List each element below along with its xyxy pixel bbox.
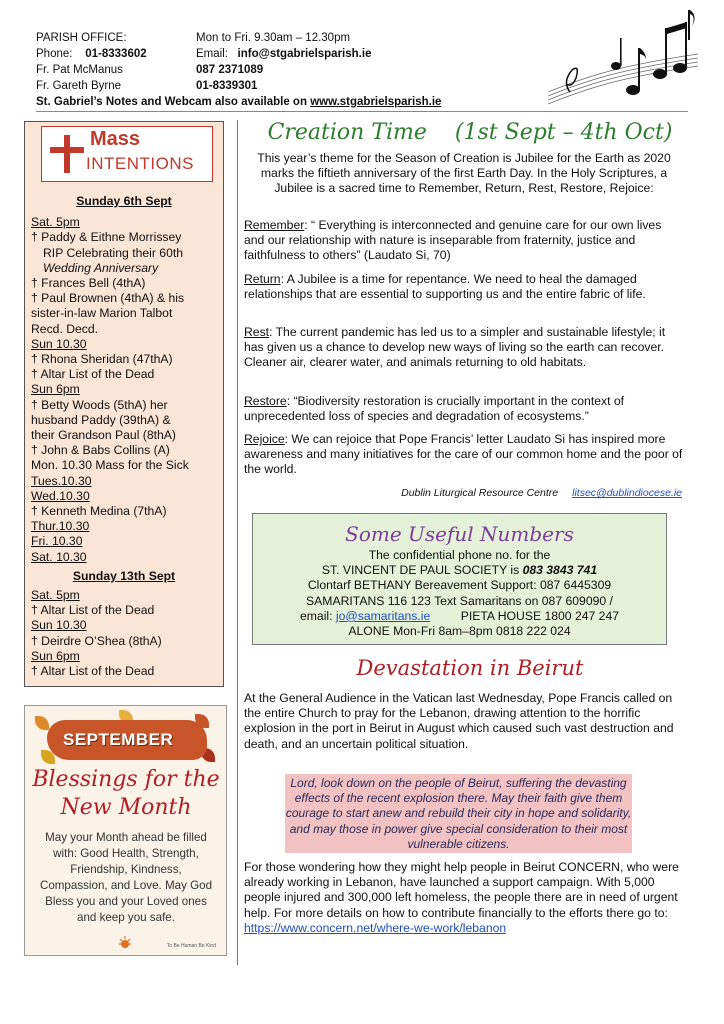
creation-intro: This year’s theme for the Season of Creation is Jubilee for the Earth as 2020 marks the fiftieth anniversary of the first Earth Day. In the Holy Scriptures, a Jubilee is a sacred time to Remember, Return, Rest, Restore, Rejoice: — [257, 151, 671, 196]
blessing-title: Blessings for the New Month — [32, 767, 220, 820]
mass-line: Thur.10.30 — [31, 519, 90, 534]
card-signature: To Be Human Be Kind — [166, 943, 216, 949]
creation-time-heading: Creation Time (1st Sept – 4th Oct) — [267, 120, 673, 145]
parish-phone: 01-8333602 — [85, 48, 147, 60]
blessing-message: May your Month ahead be filled with: Good Health, Strength, Friendship, Kindness, Compassion, and Love. May God Bless you and your Loved ones and keep you safe. — [39, 831, 213, 924]
priest2-name: Fr. Gareth Byrne — [36, 80, 122, 92]
logo-mass-text: Mass — [90, 128, 141, 150]
parish-email[interactable]: info@stgabrielsparish.ie — [237, 48, 372, 60]
mass-line: Sun 6pm — [31, 382, 80, 397]
creation-dates: (1st Sept – 4th Oct) — [454, 120, 673, 145]
useful-numbers-box — [252, 513, 667, 645]
mass-line: their Grandson Paul (8thA) — [31, 428, 176, 443]
cross-icon — [48, 133, 86, 175]
mass-line: RIP Celebrating their 60th — [43, 245, 184, 260]
numbers-line-5: email: jo@samaritans.ie PIETA HOUSE 1800 247 247 — [299, 608, 620, 623]
mass-line: † Kenneth Medina (7thA) — [31, 504, 167, 519]
sunday-heading-2: Sunday 13th Sept — [72, 568, 176, 583]
mass-line: Sun 10.30 — [31, 618, 87, 633]
mass-line: Tues.10.30 — [31, 473, 92, 488]
email-label: Email: — [196, 48, 228, 60]
mass-line: † Altar List of the Dead — [31, 664, 155, 679]
rest-paragraph: Rest: The current pandemic has led us to a simpler and sustainable lifestyle; it has given us a chance to develop new ways of living so the earth can recover. Cleaner air, clearer water, and animals returning to old habitats. — [244, 325, 666, 370]
numbers-line-6: ALONE Mon-Fri 8am–8pm 0818 222 024 — [348, 624, 571, 639]
mass-line: Wedding Anniversary — [43, 260, 159, 275]
beirut-paragraph-2: For those wondering how they might help people in Beirut CONCERN, who were already working in Lebanon, have launched a support campaign. With 5,000 people injured and 300,000 left homeless, the people there are in need of urgent help. For more details on how to contribute financially to the efforts there go to: https://www.concern.net/where-we-work/lebanon — [244, 860, 679, 935]
mass-line: Sat. 5pm — [31, 215, 80, 230]
mass-line: Recd. Decd. — [31, 321, 99, 336]
mass-line: Sat. 5pm — [31, 588, 80, 603]
music-notes-decoration — [548, 8, 698, 112]
restore-paragraph: Restore: “Biodiversity restoration is crucially important in the context of unprecedented loss of species and degradation of ecosystems.” — [244, 394, 625, 424]
mass-line: sister-in-law Marion Talbot — [31, 306, 173, 321]
credit-email-link[interactable]: litsec@dublindiocese.ie — [572, 487, 682, 499]
mass-line: † John & Babs Collins (A) — [31, 443, 170, 458]
mass-line: Sat. 10.30 — [31, 549, 87, 564]
phone-label: Phone: — [36, 48, 73, 60]
mass-intentions-box — [24, 121, 224, 687]
mass-line: † Altar List of the Dead — [31, 603, 155, 618]
mass-line: husband Paddy (39thA) & — [31, 412, 171, 427]
notes-line: St. Gabriel’s Notes and Webcam also available on www.stgabrielsparish.ie — [36, 96, 442, 108]
numbers-line-2: ST. VINCENT DE PAUL SOCIETY is 083 3843 741 — [321, 563, 598, 578]
beirut-paragraph-1: At the General Audience in the Vatican last Wednesday, Pope Francis called on the entire Church to pray for the Lebanon, drawing attention to the horrific explosion in the port in Beirut in August which caused such vast destruction and death, and an uncertain political situation. — [244, 691, 674, 751]
mass-line: Sun 6pm — [31, 648, 80, 663]
september-blessing-card — [24, 705, 227, 956]
mass-line: † Rhona Sheridan (47thA) — [31, 352, 173, 367]
rejoice-paragraph: Rejoice: We can rejoice that Pope Francis’ letter Laudato Si has inspired more awareness and many initiatives for the care of our common home and the poor of the world. — [244, 432, 683, 477]
concern-link[interactable]: https://www.concern.net/where-we-work/lebanon — [244, 920, 507, 935]
mass-line: † Altar List of the Dead — [31, 367, 155, 382]
september-banner: SEPTEMBER — [47, 720, 207, 760]
mass-line: Wed.10.30 — [31, 488, 90, 503]
office-hours: Mon to Fri. 9.30am – 12.30pm — [196, 32, 351, 44]
numbers-line-3: Clontarf BETHANY Bereavement Support: 087 6445309 — [307, 578, 612, 593]
mass-line: † Frances Bell (4thA) — [31, 276, 146, 291]
numbers-line-4: SAMARITANS 116 123 Text Samaritans on 087 609090 / — [306, 593, 613, 608]
sunday-heading-1: Sunday 6th Sept — [76, 194, 172, 208]
return-paragraph: Return: A Jubilee is a time for repentance. We need to heal the damaged relationships that are essential to supporting us and the entire fabric of life. — [244, 272, 646, 302]
office-label: PARISH OFFICE: — [36, 32, 127, 44]
numbers-line-1: The confidential phone no. for the — [368, 548, 551, 562]
mass-line: Sun 10.30 — [31, 336, 87, 351]
parish-header — [36, 30, 556, 110]
mass-list-2 — [31, 588, 217, 679]
priest2-phone: 01-8339301 — [196, 80, 258, 92]
logo-intentions-text: INTENTIONS — [86, 154, 194, 173]
mass-line: † Paddy & Eithne Morrissey — [31, 230, 182, 245]
beirut-heading: Devastation in Beirut — [356, 656, 584, 680]
useful-numbers-title: Some Useful Numbers — [345, 522, 574, 546]
priest1-name: Fr. Pat McManus — [36, 64, 123, 76]
priest1-phone: 087 2371089 — [196, 64, 264, 76]
mass-list-1 — [31, 215, 217, 565]
mass-line: † Deirdre O’Shea (8thA) — [31, 633, 162, 648]
parish-website-link[interactable]: www.stgabrielsparish.ie — [310, 96, 442, 108]
mass-line: † Paul Brownen (4thA) & his — [31, 291, 185, 306]
beirut-prayer: Lord, look down on the people of Beirut, suffering the devasting effects of the recent explosion there. May their faith give them courage to start anew and rebuild their city in hope and solidarity, and may those in power give special consideration to their most vulnerable citizens. — [285, 774, 632, 853]
mass-line: † Betty Woods (5thA) her — [31, 397, 168, 412]
remember-paragraph: Remember: “ Everything is interconnected and genuine care for our own lives and our relationship with nature is inseparable from fraternity, justice and faithfulness to others” (Laudato Si, 70) — [244, 218, 662, 263]
samaritans-email-link[interactable]: jo@samaritans.ie — [335, 608, 431, 623]
mass-line: Fri. 10.30 — [31, 534, 83, 549]
creation-credit: Dublin Liturgical Resource Centre litsec@dublindiocese.ie — [401, 487, 682, 499]
mass-line: Mon. 10.30 Mass for the Sick — [31, 458, 189, 473]
sun-icon — [117, 935, 133, 951]
column-divider — [237, 120, 238, 965]
mass-intentions-logo — [41, 126, 213, 182]
header-divider — [36, 111, 688, 112]
